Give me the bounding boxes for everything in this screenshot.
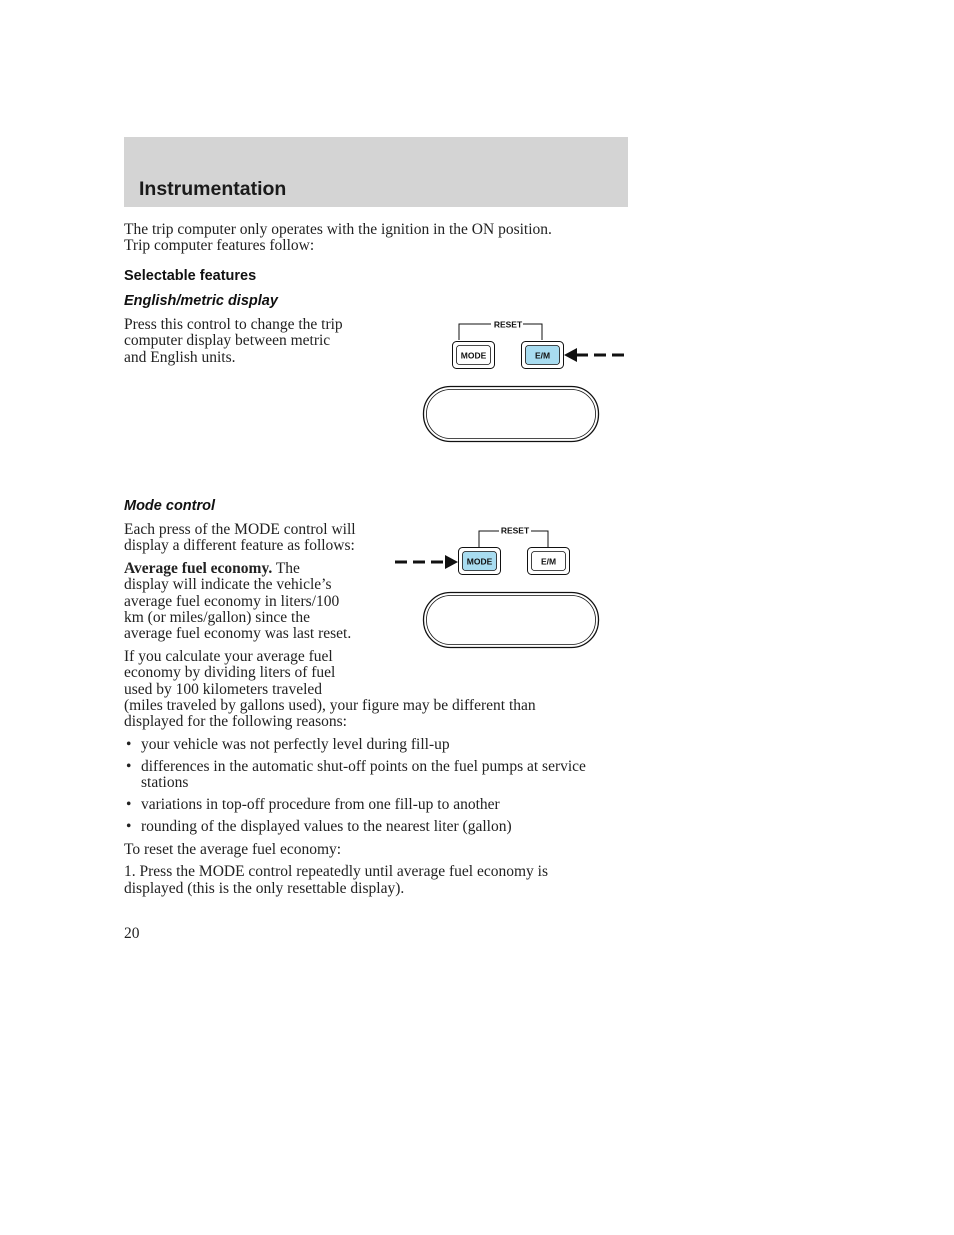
mode-button-label: MODE <box>466 556 493 567</box>
mode-button[interactable] <box>459 548 501 575</box>
text-line: computer display between metric <box>124 332 331 350</box>
list-item: • variations in top-off procedure from one fill-up to another <box>124 797 594 813</box>
reset-bracket <box>479 526 548 548</box>
page-title: Instrumentation <box>139 178 287 200</box>
reasons-list <box>124 737 594 836</box>
em-button-label: E/M <box>534 350 551 361</box>
text-line: The <box>275 559 300 577</box>
intro-line: Trip computer features follow: <box>124 237 315 255</box>
list-item: • rounding of the displayed values to the nearest liter (gallon) <box>124 819 594 835</box>
intro-line: The trip computer only operates with the ignition in the ON position. <box>124 221 552 238</box>
text-line: displayed (this is the only resettable display). <box>124 879 405 897</box>
text-line: display will indicate the vehicle’s <box>124 576 332 594</box>
reset-intro: To reset the average fuel economy: <box>124 840 342 858</box>
subheading-mode-control: Mode control <box>124 498 216 514</box>
text-line: If you calculate your average fuel <box>124 647 333 665</box>
text-line: used by 100 kilometers traveled <box>124 680 323 698</box>
display-screen <box>424 593 599 648</box>
text-line: average fuel economy in liters/100 <box>124 592 340 610</box>
reset-label: RESET <box>500 525 530 536</box>
pointer-arrow <box>564 348 627 362</box>
section-heading: Selectable features <box>124 268 257 284</box>
text-line: economy by dividing liters of fuel <box>124 664 336 682</box>
english-metric-paragraph <box>124 317 384 366</box>
reset-bracket <box>459 320 542 341</box>
text-line: 1. Press the MODE control repeatedly until average fuel economy is <box>124 863 548 881</box>
reset-step-1 <box>124 864 594 897</box>
text-line: Press this control to change the trip <box>124 316 343 333</box>
trip-computer-diagram-em <box>415 315 635 450</box>
avg-title: Average fuel economy. <box>124 559 273 577</box>
pointer-arrow <box>395 555 458 569</box>
calc-paragraph <box>124 649 594 731</box>
em-button[interactable] <box>528 548 570 575</box>
mode-button[interactable] <box>453 342 495 369</box>
list-item: • differences in the automatic shut-off points on the fuel pumps at service stations <box>124 759 594 792</box>
display-screen <box>424 387 599 442</box>
text-line: and English units. <box>124 348 236 366</box>
em-button-label: E/M <box>540 556 557 567</box>
trip-computer-diagram-mode <box>390 520 610 655</box>
text-line: (miles traveled by gallons used), your figure may be different than <box>124 697 536 715</box>
text-line: Each press of the MODE control will <box>124 521 356 538</box>
page-number: 20 <box>124 925 140 942</box>
text-line: km (or miles/gallon) since the <box>124 609 310 627</box>
text-line: displayed for the following reasons: <box>124 713 347 731</box>
text-line: display a different feature as follows: <box>124 537 355 555</box>
mode-button-label: MODE <box>460 350 487 361</box>
em-button[interactable] <box>522 342 564 369</box>
reset-label: RESET <box>493 319 523 330</box>
subheading-english-metric: English/metric display <box>124 293 278 309</box>
text-line: average fuel economy was last reset. <box>124 625 352 643</box>
intro-paragraph <box>124 222 628 255</box>
list-item: • your vehicle was not perfectly level during fill-up <box>124 737 594 753</box>
section-header-band <box>124 137 628 207</box>
